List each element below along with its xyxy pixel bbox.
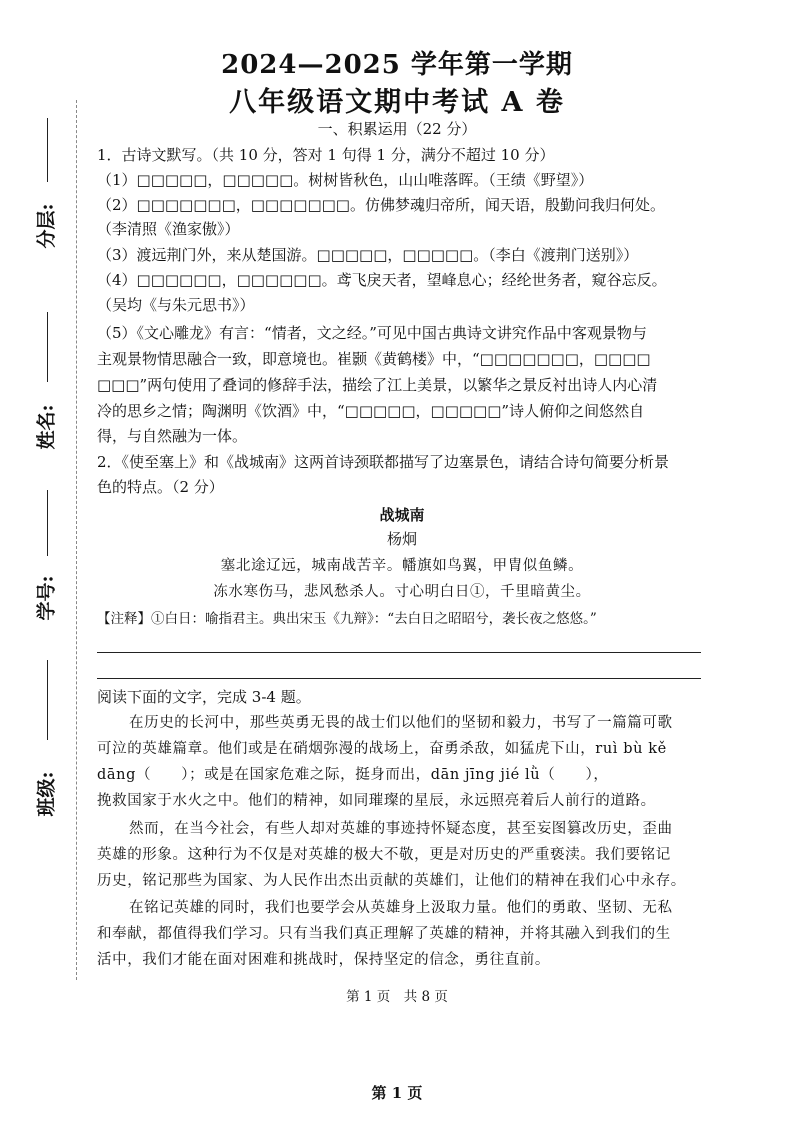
- poem-line-1: 塞北途辽远，城南战苦辛。幡旗如鸟翼，甲胄似鱼鳞。: [220, 558, 584, 574]
- q1-item-5-line5: 得，与自然融为一体。: [97, 427, 248, 445]
- page-count-footer: 第 1 页 共 8 页: [346, 989, 448, 1005]
- name-blank-line: [47, 312, 48, 382]
- passage-line-3: dāng（ ）；或是在国家危难之际，挺身而出，dān jīng jié lǜ（ ），: [97, 767, 609, 783]
- q1-item-2-source: （李清照《渔家傲》）: [97, 220, 240, 238]
- q1-item-4: （4）□□□□□□，□□□□□□。鸢飞戾天者，望峰息心；经纶世务者，窥谷忘反。: [97, 271, 667, 289]
- q1-item-5-line2: 主观景物情思融合一致，即意境也。崔颢《黄鹤楼》中，“□□□□□□□，□□□□: [97, 350, 651, 368]
- passage-line-8: 在铭记英雄的同时，我们也要学会从英雄身上汲取力量。他们的勇敢、坚韧、无私: [129, 900, 673, 916]
- q1-item-2: （2）□□□□□□□，□□□□□□□。仿佛梦魂归帝所，闻天语，殷勤问我归何处。: [97, 196, 665, 214]
- layer-label: 分层:: [35, 203, 58, 249]
- q1-stem: 1．古诗文默写。（共 10 分，答对 1 句得 1 分，满分不超过 10 分）: [97, 146, 555, 164]
- class-label: 班级:: [35, 771, 58, 817]
- answer-line-2: [97, 678, 701, 679]
- q1-item-3: （3）渡远荆门外，来从楚国游。□□□□□，□□□□□。（李白《渡荆门送别》）: [97, 246, 639, 264]
- poem-line-2: 冻水寒伤马，悲风愁杀人。寸心明白日①，千里暗黄尘。: [213, 584, 591, 600]
- passage-line-6: 英雄的形象。这种行为不仅是对英雄的极大不敬，更是对历史的严重亵渎。我们要铭记: [97, 847, 671, 863]
- poem-note: 【注释】①白日：喻指君主。典出宋玉《九辩》：“去白日之昭昭兮，袭长夜之悠悠。”: [97, 611, 597, 627]
- q1-item-5-line4: 冷的思乡之情；陶渊明《饮酒》中，“□□□□□，□□□□□”诗人俯仰之间悠然自: [97, 402, 645, 420]
- passage-line-4: 挽救国家于水火之中。他们的精神，如同璀璨的星辰，永远照亮着后人前行的道路。: [97, 793, 656, 809]
- q2-stem-line1: 2．《使至塞上》和《战城南》这两首诗颈联都描写了边塞景色，请结合诗句简要分析景: [97, 453, 670, 471]
- name-label: 姓名:: [35, 404, 58, 450]
- number-blank-line: [47, 490, 48, 556]
- exam-title: 八年级语文期中考试 A 卷: [229, 87, 565, 118]
- passage-line-5: 然而，在当今社会，有些人却对英雄的事迹持怀疑态度，甚至妄图篡改历史，歪曲: [129, 821, 673, 837]
- q1-item-5-line1: （5）《文心雕龙》有言：“情者，文之经。”可见中国古典诗文讲究作品中客观景物与: [97, 324, 647, 342]
- passage-line-2: 可泣的英雄篇章。他们或是在硝烟弥漫的战场上，奋勇杀敌，如猛虎下山，ruì bù kě: [97, 741, 667, 757]
- answer-line-1: [97, 652, 701, 653]
- reading-intro: 阅读下面的文字，完成 3-4 题。: [97, 688, 311, 706]
- poem-author: 杨炯: [386, 530, 417, 548]
- passage-line-9: 和奉献，都值得我们学习。只有当我们真正理解了英雄的精神，并将其融入到我们的生: [97, 926, 671, 942]
- poem-title: 战城南: [379, 506, 425, 524]
- q2-stem-line2: 色的特点。（2 分）: [97, 478, 224, 496]
- binding-dashed-line: [76, 100, 77, 980]
- section-heading: 一、积累运用（22 分）: [317, 120, 477, 138]
- q1-item-4-source: （吴均《与朱元思书》）: [97, 296, 255, 314]
- q1-item-5-line3: □□□”两句使用了叠词的修辞手法，描绘了江上美景，以繁华之景反衬出诗人内心清: [97, 376, 658, 394]
- number-label: 学号:: [35, 575, 58, 621]
- passage-line-10: 活中，我们才能在面对困难和挑战时，保持坚定的信念，勇往直前。: [97, 952, 550, 968]
- exam-term-title: 2024—2025 学年第一学期: [221, 50, 573, 80]
- passage-line-7: 历史，铭记那些为国家、为人民作出杰出贡献的英雄们，让他们的精神在我们心中永存。: [97, 873, 686, 889]
- page-number: 第 1 页: [371, 1084, 423, 1102]
- q1-item-1: （1）□□□□□，□□□□□。树树皆秋色，山山唯落晖。（王绩《野望》）: [97, 171, 594, 189]
- binding-strip: [0, 0, 80, 1124]
- class-blank-line: [47, 660, 48, 740]
- passage-line-1: 在历史的长河中，那些英勇无畏的战士们以他们的坚韧和毅力，书写了一篇篇可歌: [129, 715, 673, 731]
